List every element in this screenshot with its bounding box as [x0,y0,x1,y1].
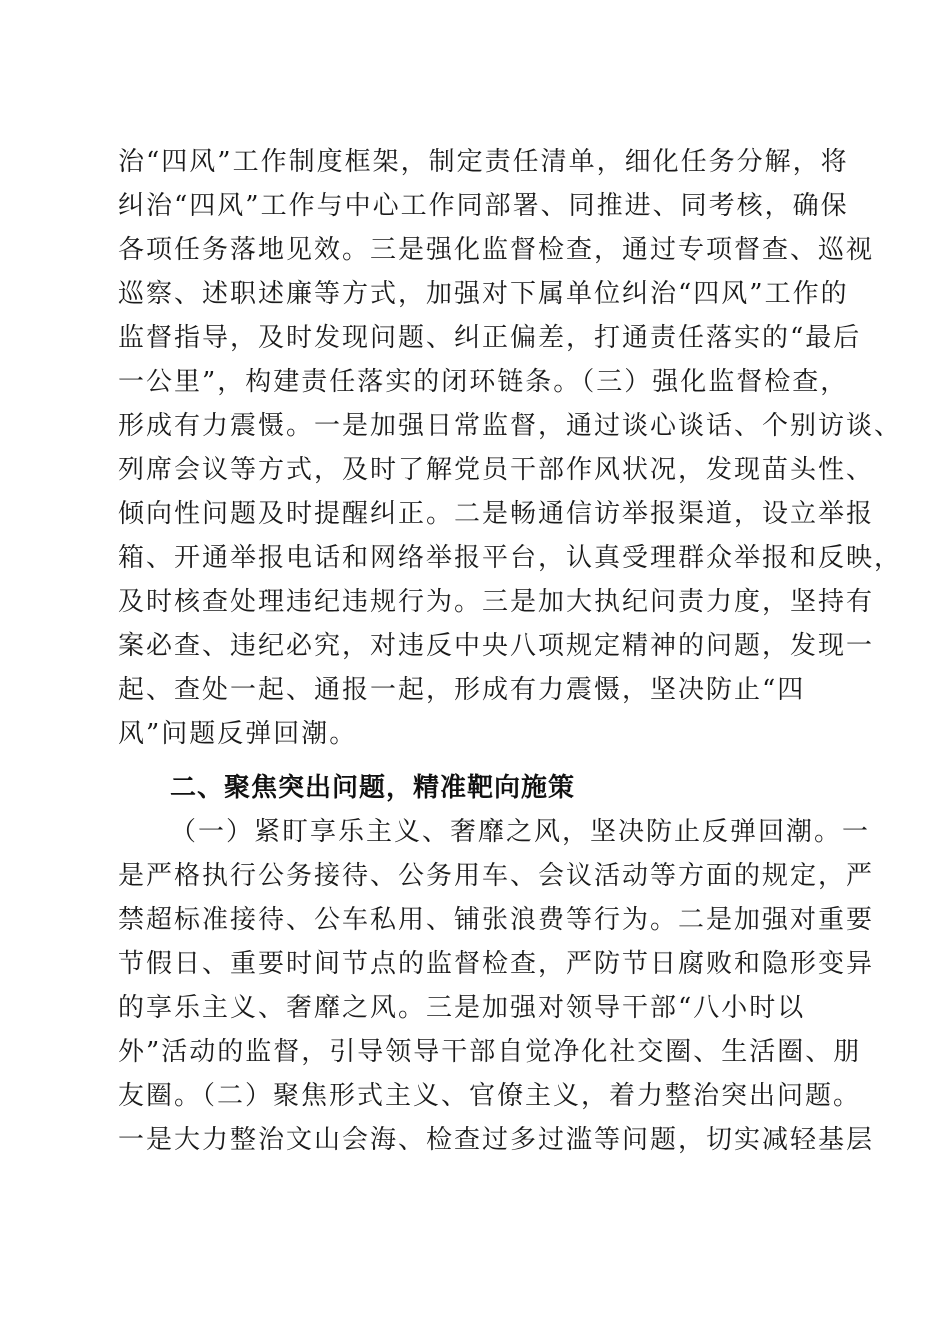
paragraph-line: 一是大力整治文山会海、检查过多过滥等问题，切实减轻基层 [118,1125,875,1155]
paragraph-line: 节假日、重要时间节点的监督检查，严防节日腐败和隐形变异 [118,949,875,979]
paragraph-line: 纠治“四风”工作与中心工作同部署、同推进、同考核，确保 [118,191,849,221]
paragraph-line: 友圈。（二）聚焦形式主义、官僚主义，着力整治突出问题。 [118,1081,862,1111]
paragraph-line: 箱、开通举报电话和网络举报平台，认真受理群众举报和反映， [118,543,903,573]
paragraph-line: 各项任务落地见效。三是强化监督检查，通过专项督查、巡视 [118,235,875,265]
paragraph-line: 监督指导，及时发现问题、纠正偏差，打通责任落实的“最后 [118,323,862,353]
paragraph-line: 案必查、违纪必究，对违反中央八项规定精神的问题，发现一 [118,631,875,661]
paragraph-line: 倾向性问题及时提醒纠正。二是畅通信访举报渠道，设立举报 [118,499,875,529]
paragraph-line: 一公里”，构建责任落实的闭环链条。（三）强化监督检查， [118,367,849,397]
body-text-section-one [118,140,903,756]
paragraph-line: 治“四风”工作制度框架，制定责任清单，细化任务分解，将 [118,147,849,177]
paragraph-line: 是严格执行公务接待、公务用车、会议活动等方面的规定，严 [118,861,875,891]
body-text-section-two [118,810,875,1162]
paragraph-line: 禁超标准接待、公车私用、铺张浪费等行为。二是加强对重要 [118,905,875,935]
paragraph-line: 起、查处一起、通报一起，形成有力震慑，坚决防止“四 [118,675,806,705]
paragraph-line: 列席会议等方式，及时了解党员干部作风状况，发现苗头性、 [118,455,875,485]
paragraph-line: 风”问题反弹回潮。 [118,719,358,749]
paragraph-line: 外”活动的监督，引导领导干部自觉净化社交圈、生活圈、朋 [118,1037,862,1067]
paragraph-line: （一）紧盯享乐主义、奢靡之风，坚决防止反弹回潮。一 [170,817,871,847]
paragraph-line: 形成有力震慑。一是加强日常监督，通过谈心谈话、个别访谈、 [118,411,903,441]
section-two-heading: 二、聚焦突出问题，精准靶向施策 [170,773,576,803]
paragraph-line: 巡察、述职述廉等方式，加强对下属单位纠治“四风”工作的 [118,279,849,309]
paragraph-line: 及时核查处理违纪违规行为。三是加大执纪问责力度，坚持有 [118,587,875,617]
paragraph-line: 的享乐主义、奢靡之风。三是加强对领导干部“八小时以 [118,993,806,1023]
section-heading [170,766,830,810]
